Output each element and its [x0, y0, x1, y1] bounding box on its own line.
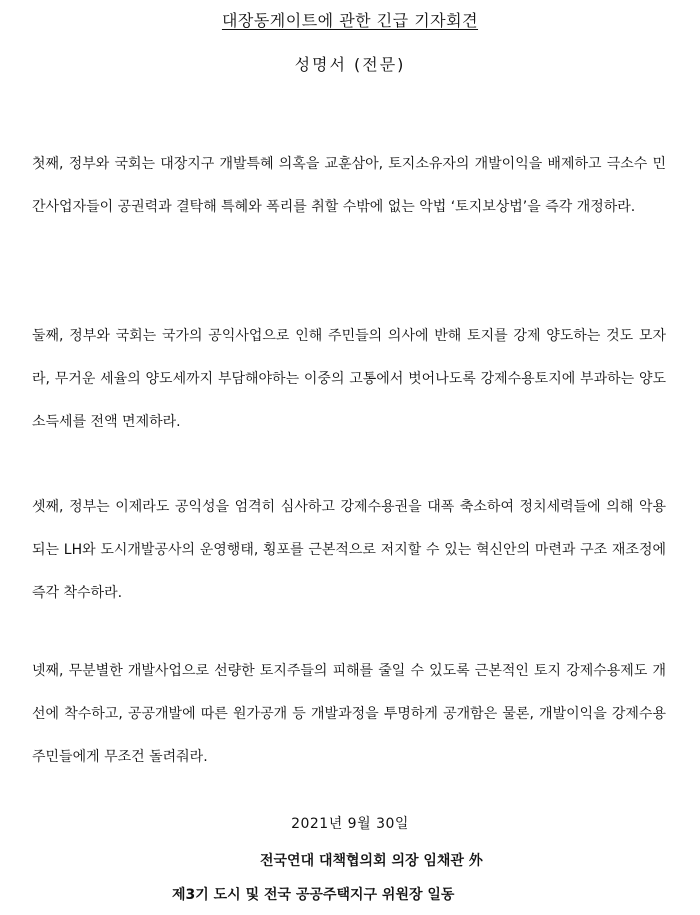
paragraph-fourth: 넷째, 무분별한 개발사업으로 선량한 토지주들의 피해를 줄일 수 있도록 근본적인 토지 강제수용제도 개선에 착수하고, 공공개발에 따른 원가공개 등 개발과정을 투명하게 공개함은 물론, 개발이익을 강제수용 주민들에게 무조건 돌려줘라.: [32, 663, 666, 765]
document-title: [0, 8, 700, 31]
document-subtitle: 성명서 (전문): [294, 55, 406, 74]
signature-council-chair: 전국연대 대책협의회 의장 임채관 外: [260, 853, 483, 869]
document-title-text: 대장동게이트에 관한 긴급 기자회견: [221, 11, 479, 30]
paragraph-first: 첫째, 정부와 국회는 대장지구 개발특혜 의혹을 교훈삼아, 토지소유자의 개발이익을 배제하고 극소수 민간사업자들이 공권력과 결탁해 특혜와 폭리를 취할 수밖에 없는 악법 ‘토지보상법’을 즉각 개정하라.: [32, 156, 666, 215]
paragraph-third: 셋째, 정부는 이제라도 공익성을 엄격히 심사하고 강제수용권을 대폭 축소하여 정치세력들에 의해 악용되는 LH와 도시개발공사의 운영행태, 횡포를 근본적으로 저지할 수 있는 혁신안의 마련과 구조 재조정에 즉각 착수하라.: [32, 499, 666, 601]
signature-district-committee: 제3기 도시 및 전국 공공주택지구 위원장 일동: [172, 887, 455, 903]
statement-date: 2021년 9월 30일: [291, 816, 409, 832]
paragraph-second: 둘째, 정부와 국회는 국가의 공익사업으로 인해 주민들의 의사에 반해 토지를 강제 양도하는 것도 모자라, 무거운 세율의 양도세까지 부담해야하는 이중의 고통에서 벗어나도록 강제수용토지에 부과하는 양도소득세를 전액 면제하라.: [32, 328, 666, 430]
